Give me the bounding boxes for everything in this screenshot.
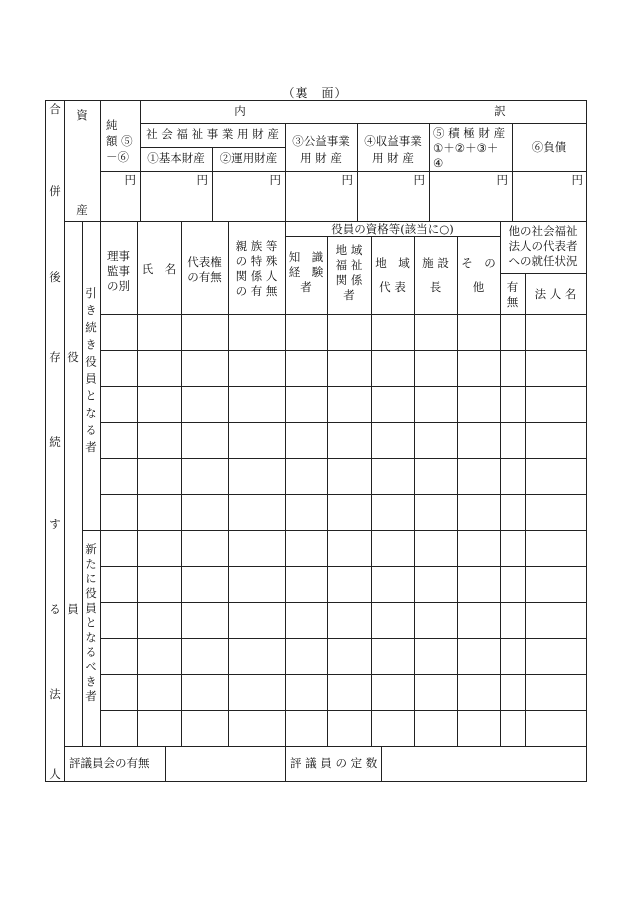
other-corp-yesno-header: 有 無 — [506, 280, 519, 309]
operating-property-header: ②運用財産 — [219, 151, 278, 165]
left-label-char: 併 — [49, 184, 61, 198]
col-rep-rights-header: 代表権 の有無 — [187, 255, 222, 284]
left-label-char: 人 — [49, 767, 61, 781]
qual-regional-header: 地 域 代 表 — [375, 256, 410, 294]
officers-label-a: 役 — [67, 350, 79, 364]
yen-unit: 円 — [571, 173, 583, 187]
other-corp-header: 他の社会福祉 法人の代表者 への就任状況 — [508, 224, 578, 268]
yen-unit: 円 — [341, 173, 353, 187]
officers-label-b: 員 — [67, 602, 79, 616]
net-assets-header: 純 額 ⑤ －⑥ — [106, 118, 133, 164]
other-corp-name-header: 法 人 名 — [534, 287, 577, 301]
qual-other-header: そ の 他 — [461, 256, 496, 294]
yen-unit: 円 — [269, 173, 281, 187]
qual-facility-header: 施 設 長 — [422, 256, 449, 294]
page-title: （裏 面） — [282, 86, 348, 100]
breakdown-title-right: 訳 — [494, 104, 506, 118]
left-label-char: る — [49, 602, 61, 616]
yen-unit: 円 — [196, 173, 208, 187]
section-new-officers: 新たに役員となるべき者 — [84, 543, 98, 705]
profit-service-property-header: ④収益事業 用 財 産 — [364, 134, 422, 165]
yen-unit: 円 — [124, 173, 136, 187]
left-label-char: 存 — [49, 350, 61, 364]
council-exists-label: 評議員会の有無 — [69, 756, 150, 770]
basic-property-header: ①基本財産 — [147, 151, 205, 165]
qualification-header: 役員の資格等(該当に○) — [331, 222, 454, 236]
yen-unit: 円 — [413, 173, 425, 187]
social-welfare-property-header: 社 会 福 祉 事 業 用 財 産 — [146, 127, 279, 141]
council-quota-label: 評 議 員 の 定 数 — [290, 756, 378, 770]
left-label-char: 法 — [49, 687, 61, 701]
col-name-header: 氏 名 — [141, 262, 177, 276]
assets-label-top: 資 — [76, 108, 88, 122]
public-service-property-header: ③公益事業 用 財 産 — [292, 134, 350, 165]
qual-welfare-header: 地 域 福 祉 関 係 者 — [335, 243, 363, 302]
left-label-char: 続 — [49, 435, 61, 449]
positive-property-header: ⑤ 積 極 財 産 ①＋②＋③＋ ④ — [433, 126, 506, 170]
left-label-char: 後 — [49, 270, 61, 284]
left-label-char: 合 — [49, 102, 61, 116]
yen-unit: 円 — [496, 173, 508, 187]
qual-expert-header: 知 識 経 験 者 — [288, 250, 324, 294]
left-label-char: す — [49, 517, 61, 531]
assets-label-bottom: 産 — [76, 203, 88, 217]
col-relatives-header: 親 族 等 の 特 殊 関 係 人 の 有 無 — [235, 239, 278, 298]
col-role-header: 理事 監事 の別 — [107, 249, 130, 293]
liabilities-header: ⑥負債 — [531, 140, 567, 154]
breakdown-title-left: 内 — [234, 104, 246, 118]
section-continuing-officers: 引き続き役員となる者 — [84, 287, 98, 458]
